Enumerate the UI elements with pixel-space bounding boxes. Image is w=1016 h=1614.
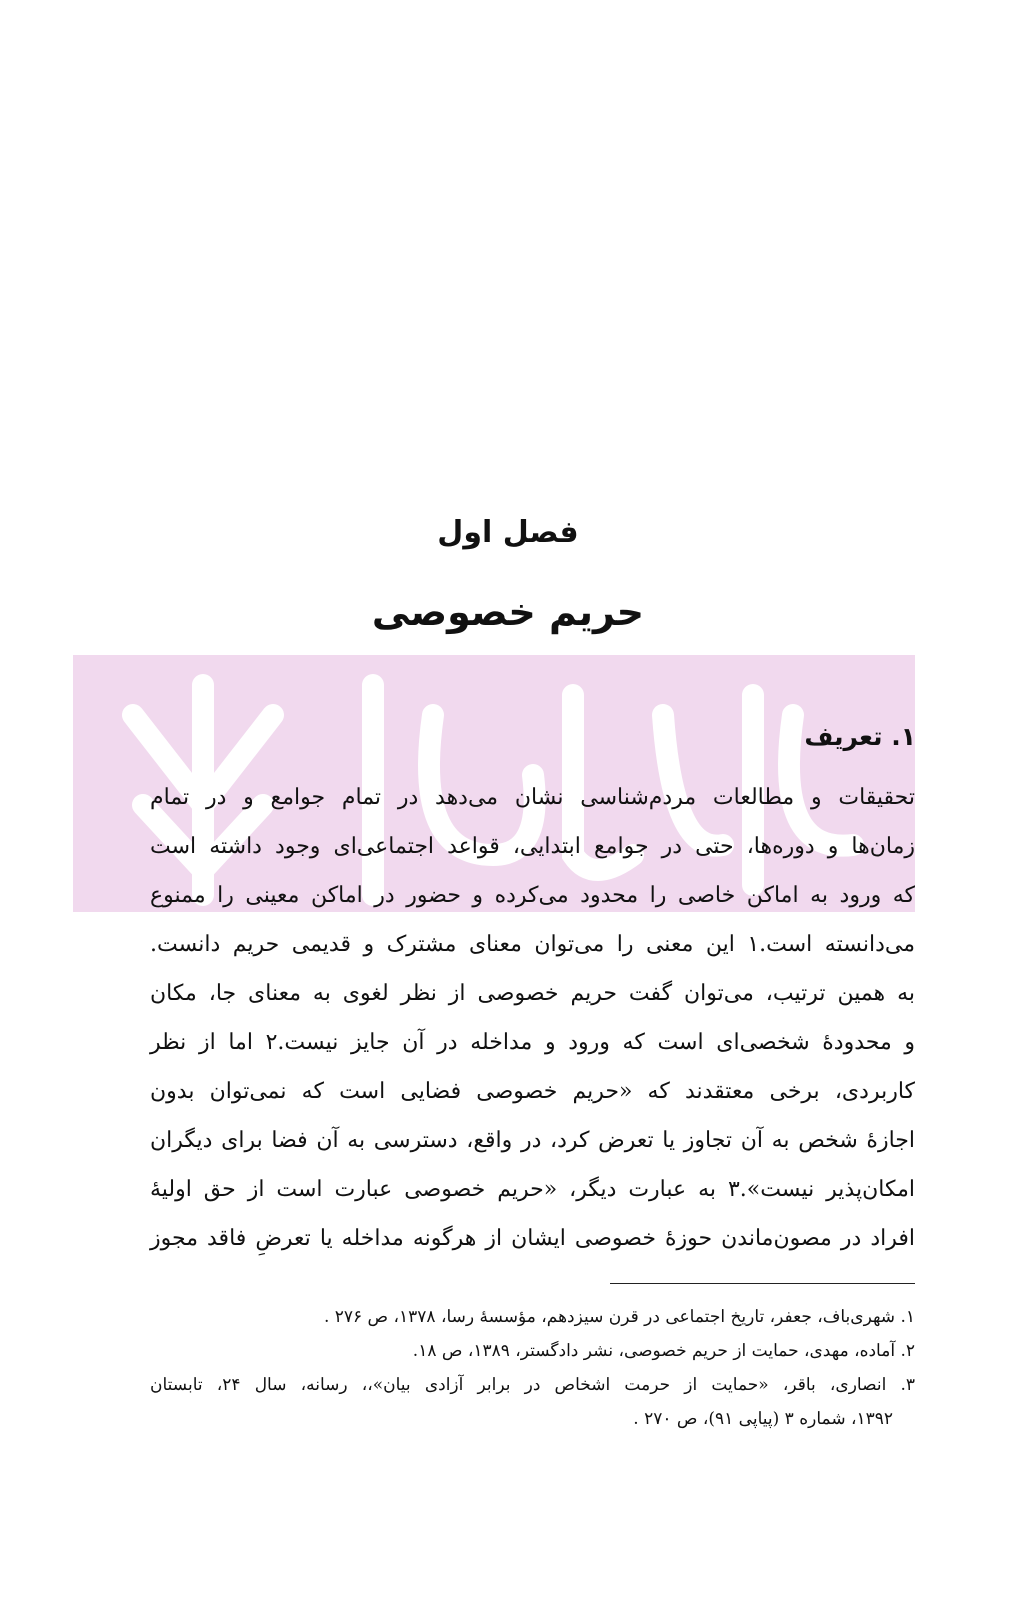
paragraph-line: امکان‌پذیر نیست».۳ به عبارت دیگر، «حریم خصوصی عبارت است از حق اولیهٔ [150, 1177, 916, 1202]
paragraph-line: که ورود به اماکن خاصی را محدود می‌کرده و حضور در اماکن معینی را ممنوع [150, 883, 915, 908]
chapter-label: فصل اول [437, 515, 579, 550]
footnote-1: ۱. شهری‌باف، جعفر، تاریخ اجتماعی در قرن سیزدهم، مؤسسهٔ رسا، ۱۳۷۸، ص ۲۷۶ . [323, 1307, 915, 1327]
paragraph-line: و محدودهٔ شخصی‌ای است که ورود و مداخله در آن جایز نیست.۲ اما از نظر [150, 1030, 916, 1055]
footnotes [150, 1300, 915, 1436]
section-heading: ۱. تعریف [804, 722, 916, 751]
paragraph-line: کاربردی، برخی معتقدند که «حریم خصوصی فضایی است که نمی‌توان بدون [150, 1079, 916, 1104]
chapter-title: حریم خصوصی [371, 590, 645, 634]
paragraph-line: افراد در مصون‌ماندن حوزهٔ خصوصی ایشان از هرگونه مداخله یا تعرضِ فاقد مجوز [150, 1226, 915, 1251]
paragraph-line: به همین ترتیب، می‌توان گفت حریم خصوصی از نظر لغوی به معنای جا، مکان [150, 981, 915, 1006]
body-paragraph [150, 778, 915, 1268]
paragraph-line: زمان‌ها و دوره‌ها، حتی در جوامع ابتدایی، قواعد اجتماعی‌ای وجود داشته است [150, 834, 915, 859]
footnote-2: ۲. آماده، مهدی، حمایت از حریم خصوصی، نشر دادگستر، ۱۳۸۹، ص ۱۸. [412, 1341, 915, 1361]
footnote-3-continued: ۱۳۹۲، شماره ۳ (پیاپی ۹۱)، ص ۲۷۰ . [633, 1409, 893, 1429]
paragraph-line: تحقیقات و مطالعات مردم‌شناسی نشان می‌دهد در تمام جوامع و در تمام [150, 785, 915, 810]
footnote-3: ۳. انصاری، باقر، «حمایت از حرمت اشخاص در برابر آزادی بیان»،، رسانه، سال ۲۴، تابستان [150, 1375, 915, 1395]
paragraph-line: اجازهٔ شخص به آن تجاوز یا تعرض کرد، در واقع، دسترسی به آن فضا برای دیگران [150, 1128, 915, 1153]
footnote-divider [610, 1283, 915, 1284]
paragraph-line: می‌دانسته است.۱ این معنی را می‌توان معنای مشترک و قدیمی حریم دانست. [150, 932, 915, 957]
